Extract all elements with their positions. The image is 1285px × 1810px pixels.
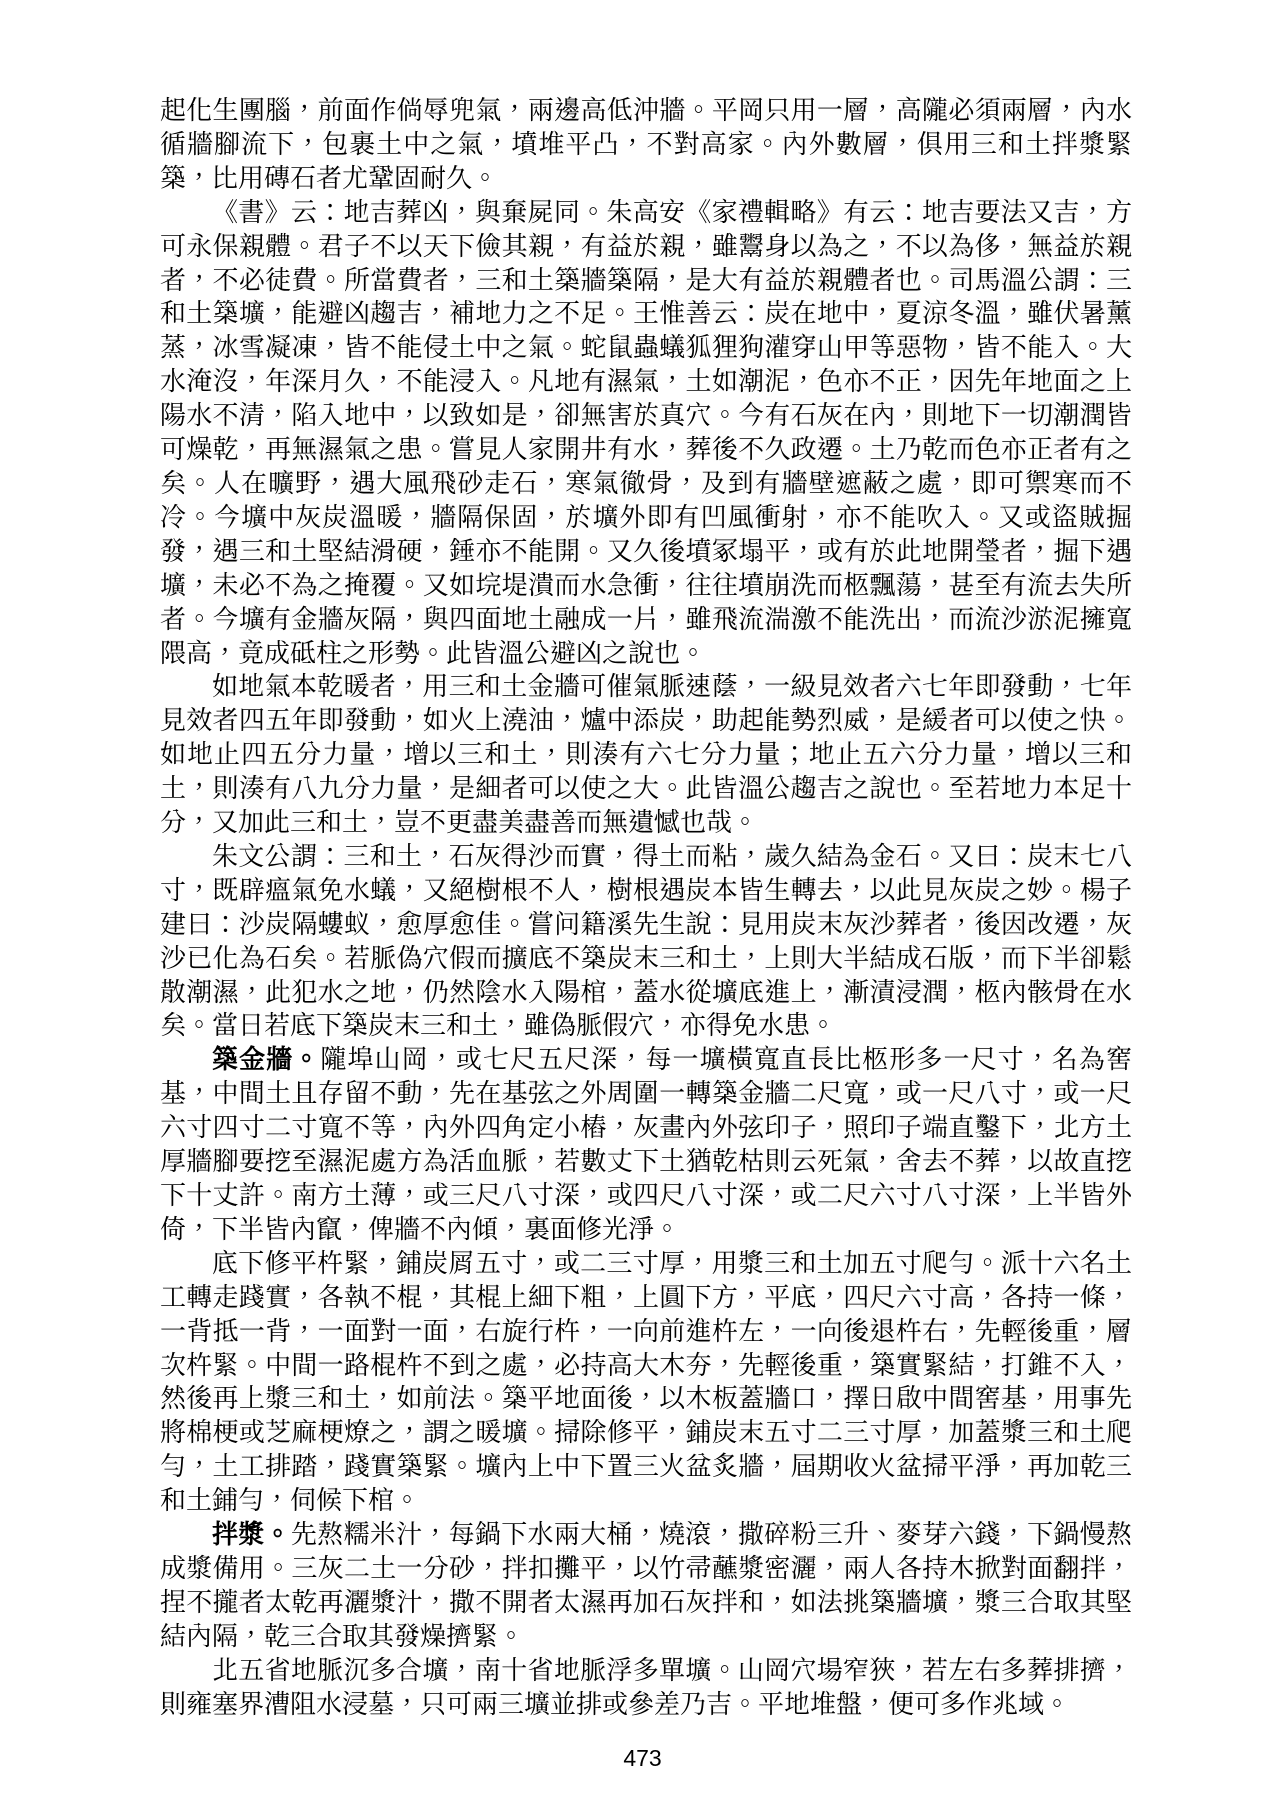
paragraph-text: 北五省地脈沉多合壙，南十省地脈浮多單壙。山岡穴場窄狹，若左右多葬排擠，則雍塞界漕阻水浸墓，只可兩三壙並排或參差乃吉。平地堆盤，便可多作兆域。 <box>160 1655 1132 1719</box>
paragraph <box>160 1654 1132 1722</box>
paragraph <box>160 1247 1132 1518</box>
paragraph-text: 先熬糯米汁，每鍋下水兩大桶，燒滾，撒碎粉三升、麥芽六錢，下鍋慢熬成漿備用。三灰二土一分砂，拌扣攤平，以竹帚蘸漿密灑，兩人各持木掀對面翻拌，捏不攏者太乾再灑漿汁，撒不開者太濕再加石灰拌和，如法挑築牆壙，漿三合取其堅結內隔，乾三合取其發燥擠緊。 <box>160 1520 1132 1651</box>
paragraph-text: 隴埠山岡，或七尺五尺深，每一壙橫寬直長比柩形多一尺寸，名為窖基，中間土且存留不動，先在基弦之外周圍一轉築金牆二尺寬，或一尺八寸，或一尺六寸四寸二寸寬不等，內外四角定小樁，灰畫內外弦印子，照印子端直鑿下，北方土厚牆腳要挖至濕泥處方為活血脈，若數丈下土猶乾枯則云死氣，舍去不葬，以故直挖下十丈許。南方土薄，或三尺八寸深，或四尺八寸深，或二尺六寸八寸深，上半皆外倚，下半皆內竄，俾牆不內傾，裏面修光淨。 <box>160 1045 1132 1244</box>
section-heading: 築金牆。 <box>212 1045 321 1075</box>
page-number: 473 <box>623 1745 662 1771</box>
section-heading: 拌漿。 <box>212 1520 291 1550</box>
paragraph <box>160 196 1132 671</box>
text-block <box>160 94 1132 1722</box>
paragraph <box>160 670 1132 840</box>
paragraph-zhujinqiang <box>160 1043 1132 1246</box>
paragraph-text: 底下修平杵緊，鋪炭屑五寸，或二三寸厚，用漿三和土加五寸爬勻。派十六名土工轉走踐實，各執不棍，其棍上細下粗，上圓下方，平底，四尺六寸高，各持一條，一背抵一背，一面對一面，右旋行杵，一向前進杵左，一向後退杵右，先輕後重，層次杵緊。中間一路棍杵不到之處，必持高大木夯，先輕後重，築實緊結，打錐不入，然後再上漿三和土，如前法。築平地面後，以木板蓋牆口，擇日啟中間窖基，用事先將棉梗或芝麻梗燎之，謂之暖壙。掃除修平，鋪炭末五寸二三寸厚，加蓋漿三和土爬勻，土工排踏，踐實築緊。壙內上中下置三火盆炙牆，屆期收火盆掃平淨，再加乾三和土鋪勻，伺候下棺。 <box>160 1248 1132 1516</box>
paragraph-text: 《書》云：地吉葬凶，與棄屍同。朱高安《家禮輯略》有云：地吉要法又吉，方可永保親體。君子不以天下儉其親，有益於親，雖鬻身以為之，不以為侈，無益於親者，不必徒費。所當費者，三和土築牆築隔，是大有益於親體者也。司馬溫公謂：三和土築壙，能避凶趨吉，補地力之不足。王惟善云：炭在地中，夏涼冬溫，雖伏暑薰蒸，冰雪凝凍，皆不能侵土中之氣。蛇鼠蟲蟻狐狸狗灌穿山甲等惡物，皆不能入。大水淹沒，年深月久，不能浸入。凡地有濕氣，土如潮泥，色亦不正，因先年地面之上陽水不清，陷入地中，以致如是，卻無害於真穴。今有石灰在內，則地下一切潮潤皆可燥乾，再無濕氣之患。嘗見人家開井有水，葬後不久政遷。土乃乾而色亦正者有之矣。人在曠野，遇大風飛砂走石，寒氣徹骨，及到有牆壁遮蔽之處，即可禦寒而不冷。今壙中灰炭溫暖，牆隔保固，於壙外即有凹風衝射，亦不能吹入。又或盜賊掘發，遇三和土堅結滑硬，錘亦不能開。又久後墳冢塌平，或有於此地開瑩者，掘下遇壙，未必不為之掩覆。又如垸堤潰而水急衝，往往墳崩洗而柩飄蕩，甚至有流去失所者。今壙有金牆灰隔，與四面地土融成一片，雖飛流湍激不能洗出，而流沙淤泥擁寬隈高，竟成砥柱之形勢。此皆溫公避凶之說也。 <box>160 197 1132 668</box>
paragraph <box>160 94 1132 196</box>
paragraph-text: 如地氣本乾暖者，用三和土金牆可催氣脈速蔭，一級見效者六七年即發動，七年見效者四五年即發動，如火上澆油，爐中添炭，助起能勢烈威，是緩者可以使之快。如地止四五分力量，增以三和土，則湊有六七分力量；地止五六分力量，增以三和土，則湊有八九分力量，是細者可以使之大。此皆溫公趨吉之說也。至若地力本足十分，又加此三和土，豈不更盡美盡善而無遺憾也哉。 <box>160 672 1132 838</box>
paragraph-text: 起化生團腦，前面作倘辱兜氣，兩邊高低沖牆。平岡只用一層，高隴必須兩層，內水循牆腳流下，包裹土中之氣，墳堆平凸，不對高家。內外數層，俱用三和土拌漿緊築，比用磚石者尤鞏固耐久。 <box>160 96 1132 193</box>
paragraph-text: 朱文公謂：三和土，石灰得沙而實，得土而粘，歲久結為金石。又曰：炭末七八寸，既辟瘟氣免水蟻，又絕樹根不人，樹根遇炭本皆生轉去，以此見灰炭之妙。楊子建曰：沙炭隔螻蚁，愈厚愈佳。嘗问籍溪先生說：見用炭末灰沙葬者，後因改遷，灰沙已化為石矣。若脈偽穴假而擴底不築炭末三和土，上則大半結成石版，而下半卻鬆散潮濕，此犯水之地，仍然陰水入陽棺，蓋水從壙底進上，漸漬浸潤，柩內骸骨在水矣。當日若底下築炭末三和土，雖偽脈假穴，亦得免水患。 <box>160 841 1132 1041</box>
paragraph-banjiang <box>160 1518 1132 1654</box>
paragraph <box>160 840 1132 1043</box>
